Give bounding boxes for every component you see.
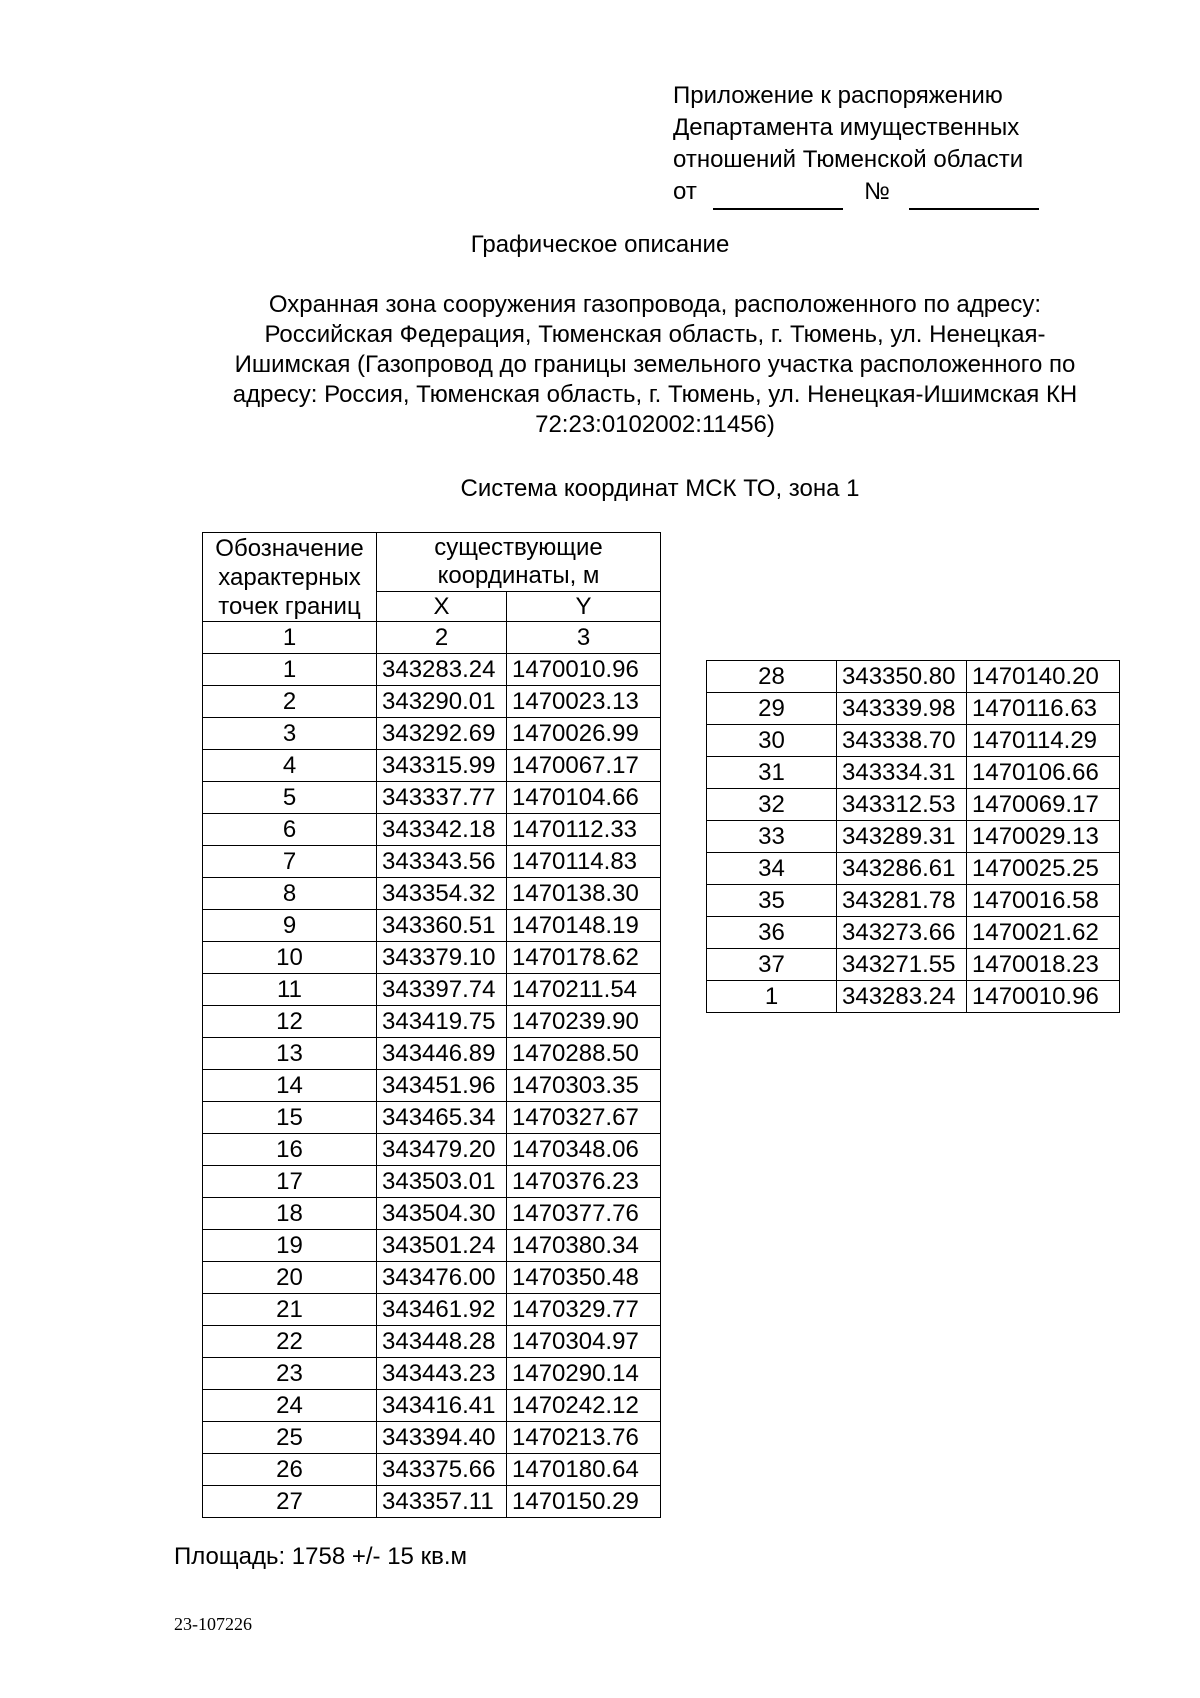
y-coordinate-cell: 1470140.20 xyxy=(967,661,1120,693)
point-number-cell: 5 xyxy=(203,782,377,814)
x-coordinate-cell: 343479.20 xyxy=(377,1134,507,1166)
date-blank-line xyxy=(713,176,843,210)
point-number-cell: 12 xyxy=(203,1006,377,1038)
x-coordinate-cell: 343451.96 xyxy=(377,1070,507,1102)
table-row xyxy=(203,782,661,814)
x-coordinate-cell: 343448.28 xyxy=(377,1326,507,1358)
document-number: 23-107226 xyxy=(174,1614,252,1634)
point-number-cell: 3 xyxy=(203,718,377,750)
point-number-cell: 8 xyxy=(203,878,377,910)
table-row xyxy=(203,1486,661,1518)
point-number-cell: 23 xyxy=(203,1358,377,1390)
x-coordinate-cell: 343283.24 xyxy=(377,654,507,686)
table-row xyxy=(707,725,1120,757)
table-row xyxy=(203,1390,661,1422)
y-coordinate-cell: 1470213.76 xyxy=(507,1422,661,1454)
point-number-cell: 37 xyxy=(707,949,837,981)
header-y: Y xyxy=(507,591,661,621)
point-number-cell: 16 xyxy=(203,1134,377,1166)
point-number-cell: 36 xyxy=(707,917,837,949)
appendix-line-1: Приложение к распоряжению xyxy=(673,82,1003,109)
point-number-cell: 2 xyxy=(203,686,377,718)
point-number-cell: 11 xyxy=(203,974,377,1006)
number-blank-line xyxy=(909,176,1039,210)
table-row xyxy=(203,718,661,750)
coordinates-table-left xyxy=(202,532,661,1518)
x-coordinate-cell: 343286.61 xyxy=(837,853,967,885)
point-number-cell: 28 xyxy=(707,661,837,693)
description-line-4: адресу: Россия, Тюменская область, г. Тюмень, ул. Ненецкая-Ишимская КН xyxy=(232,381,1078,408)
table-row xyxy=(203,878,661,910)
table-row xyxy=(203,1358,661,1390)
x-coordinate-cell: 343337.77 xyxy=(377,782,507,814)
y-coordinate-cell: 1470025.25 xyxy=(967,853,1120,885)
table-row xyxy=(707,661,1120,693)
table-row xyxy=(203,1070,661,1102)
point-number-cell: 15 xyxy=(203,1102,377,1134)
x-coordinate-cell: 343283.24 xyxy=(837,981,967,1013)
table-row xyxy=(203,910,661,942)
y-coordinate-cell: 1470026.99 xyxy=(507,718,661,750)
x-coordinate-cell: 343339.98 xyxy=(837,693,967,725)
table-row xyxy=(203,1038,661,1070)
x-coordinate-cell: 343290.01 xyxy=(377,686,507,718)
table-row xyxy=(203,942,661,974)
point-number-cell: 9 xyxy=(203,910,377,942)
table-row xyxy=(203,1006,661,1038)
y-coordinate-cell: 1470018.23 xyxy=(967,949,1120,981)
table-header-row xyxy=(203,533,661,592)
table-row xyxy=(203,1198,661,1230)
description-line-2: Российская Федерация, Тюменская область, г. Тюмень, ул. Ненецкая- xyxy=(264,321,1046,348)
y-coordinate-cell: 1470010.96 xyxy=(507,654,661,686)
table-row xyxy=(707,885,1120,917)
appendix-line-date xyxy=(673,176,1039,210)
column-number-row xyxy=(203,622,661,654)
y-coordinate-cell: 1470021.62 xyxy=(967,917,1120,949)
description-block xyxy=(175,290,1135,440)
x-coordinate-cell: 343503.01 xyxy=(377,1166,507,1198)
header-coordinates: существующие координаты, м xyxy=(377,533,661,592)
point-number-cell: 34 xyxy=(707,853,837,885)
y-coordinate-cell: 1470329.77 xyxy=(507,1294,661,1326)
x-coordinate-cell: 343379.10 xyxy=(377,942,507,974)
x-coordinate-cell: 343443.23 xyxy=(377,1358,507,1390)
y-coordinate-cell: 1470067.17 xyxy=(507,750,661,782)
y-coordinate-cell: 1470178.62 xyxy=(507,942,661,974)
appendix-from-label: от xyxy=(673,178,697,205)
x-coordinate-cell: 343312.53 xyxy=(837,789,967,821)
table-row xyxy=(203,814,661,846)
table-row xyxy=(707,853,1120,885)
description-line-5: 72:23:0102002:11456) xyxy=(535,411,775,438)
table-row xyxy=(203,846,661,878)
x-coordinate-cell: 343292.69 xyxy=(377,718,507,750)
point-number-cell: 35 xyxy=(707,885,837,917)
x-coordinate-cell: 343446.89 xyxy=(377,1038,507,1070)
x-coordinate-cell: 343338.70 xyxy=(837,725,967,757)
y-coordinate-cell: 1470138.30 xyxy=(507,878,661,910)
x-coordinate-cell: 343354.32 xyxy=(377,878,507,910)
table-row xyxy=(203,1454,661,1486)
coordinate-system-label: Система координат МСК ТО, зона 1 xyxy=(460,475,860,502)
y-coordinate-cell: 1470023.13 xyxy=(507,686,661,718)
y-coordinate-cell: 1470106.66 xyxy=(967,757,1120,789)
point-number-cell: 27 xyxy=(203,1486,377,1518)
point-number-cell: 21 xyxy=(203,1294,377,1326)
y-coordinate-cell: 1470069.17 xyxy=(967,789,1120,821)
table-row xyxy=(203,1166,661,1198)
table-row xyxy=(707,821,1120,853)
y-coordinate-cell: 1470304.97 xyxy=(507,1326,661,1358)
y-coordinate-cell: 1470350.48 xyxy=(507,1262,661,1294)
appendix-block xyxy=(673,80,1039,210)
x-coordinate-cell: 343476.00 xyxy=(377,1262,507,1294)
point-number-cell: 4 xyxy=(203,750,377,782)
y-coordinate-cell: 1470104.66 xyxy=(507,782,661,814)
table-row xyxy=(707,789,1120,821)
y-coordinate-cell: 1470327.67 xyxy=(507,1102,661,1134)
point-number-cell: 30 xyxy=(707,725,837,757)
x-coordinate-cell: 343350.80 xyxy=(837,661,967,693)
x-coordinate-cell: 343375.66 xyxy=(377,1454,507,1486)
x-coordinate-cell: 343360.51 xyxy=(377,910,507,942)
description-line-3: Ишимская (Газопровод до границы земельного участка расположенного по xyxy=(234,351,1076,378)
column-number-3: 3 xyxy=(507,622,661,654)
table-row xyxy=(203,1102,661,1134)
point-number-cell: 29 xyxy=(707,693,837,725)
table-row xyxy=(203,1230,661,1262)
x-coordinate-cell: 343461.92 xyxy=(377,1294,507,1326)
table-row xyxy=(203,1326,661,1358)
y-coordinate-cell: 1470348.06 xyxy=(507,1134,661,1166)
y-coordinate-cell: 1470242.12 xyxy=(507,1390,661,1422)
point-number-cell: 31 xyxy=(707,757,837,789)
point-number-cell: 26 xyxy=(203,1454,377,1486)
x-coordinate-cell: 343342.18 xyxy=(377,814,507,846)
appendix-line-2: Департамента имущественных xyxy=(673,114,1020,141)
point-number-cell: 19 xyxy=(203,1230,377,1262)
point-number-cell: 32 xyxy=(707,789,837,821)
table-row xyxy=(203,1422,661,1454)
x-coordinate-cell: 343315.99 xyxy=(377,750,507,782)
point-number-cell: 22 xyxy=(203,1326,377,1358)
point-number-cell: 17 xyxy=(203,1166,377,1198)
y-coordinate-cell: 1470114.29 xyxy=(967,725,1120,757)
point-number-cell: 20 xyxy=(203,1262,377,1294)
x-coordinate-cell: 343343.56 xyxy=(377,846,507,878)
x-coordinate-cell: 343271.55 xyxy=(837,949,967,981)
point-number-cell: 13 xyxy=(203,1038,377,1070)
y-coordinate-cell: 1470029.13 xyxy=(967,821,1120,853)
table-row xyxy=(707,693,1120,725)
y-coordinate-cell: 1470377.76 xyxy=(507,1198,661,1230)
y-coordinate-cell: 1470150.29 xyxy=(507,1486,661,1518)
x-coordinate-cell: 343501.24 xyxy=(377,1230,507,1262)
appendix-number-label: № xyxy=(864,178,890,205)
y-coordinate-cell: 1470148.19 xyxy=(507,910,661,942)
y-coordinate-cell: 1470290.14 xyxy=(507,1358,661,1390)
table-row xyxy=(707,949,1120,981)
point-number-cell: 7 xyxy=(203,846,377,878)
y-coordinate-cell: 1470116.63 xyxy=(967,693,1120,725)
description-line-1: Охранная зона сооружения газопровода, расположенного по адресу: xyxy=(268,291,1042,318)
x-coordinate-cell: 343394.40 xyxy=(377,1422,507,1454)
point-number-cell: 33 xyxy=(707,821,837,853)
y-coordinate-cell: 1470010.96 xyxy=(967,981,1120,1013)
y-coordinate-cell: 1470288.50 xyxy=(507,1038,661,1070)
header-point-designation: Обозначение характерных точек границ xyxy=(203,533,377,622)
y-coordinate-cell: 1470211.54 xyxy=(507,974,661,1006)
table-row xyxy=(707,981,1120,1013)
table-row xyxy=(203,1134,661,1166)
page-title: Графическое описание xyxy=(470,231,730,258)
point-number-cell: 1 xyxy=(203,654,377,686)
x-coordinate-cell: 343289.31 xyxy=(837,821,967,853)
point-number-cell: 14 xyxy=(203,1070,377,1102)
y-coordinate-cell: 1470376.23 xyxy=(507,1166,661,1198)
y-coordinate-cell: 1470112.33 xyxy=(507,814,661,846)
x-coordinate-cell: 343416.41 xyxy=(377,1390,507,1422)
point-number-cell: 1 xyxy=(707,981,837,1013)
point-number-cell: 6 xyxy=(203,814,377,846)
x-coordinate-cell: 343397.74 xyxy=(377,974,507,1006)
y-coordinate-cell: 1470114.83 xyxy=(507,846,661,878)
table-row xyxy=(707,917,1120,949)
column-number-1: 1 xyxy=(203,622,377,654)
x-coordinate-cell: 343504.30 xyxy=(377,1198,507,1230)
x-coordinate-cell: 343273.66 xyxy=(837,917,967,949)
y-coordinate-cell: 1470016.58 xyxy=(967,885,1120,917)
appendix-line-3: отношений Тюменской области xyxy=(673,146,1024,173)
coordinates-table-right xyxy=(706,660,1120,1013)
point-number-cell: 18 xyxy=(203,1198,377,1230)
point-number-cell: 25 xyxy=(203,1422,377,1454)
y-coordinate-cell: 1470239.90 xyxy=(507,1006,661,1038)
table-row xyxy=(707,757,1120,789)
x-coordinate-cell: 343281.78 xyxy=(837,885,967,917)
x-coordinate-cell: 343465.34 xyxy=(377,1102,507,1134)
y-coordinate-cell: 1470180.64 xyxy=(507,1454,661,1486)
table-row xyxy=(203,654,661,686)
header-x: X xyxy=(377,591,507,621)
x-coordinate-cell: 343419.75 xyxy=(377,1006,507,1038)
column-number-2: 2 xyxy=(377,622,507,654)
x-coordinate-cell: 343334.31 xyxy=(837,757,967,789)
area-label: Площадь: 1758 +/- 15 кв.м xyxy=(174,1543,467,1570)
point-number-cell: 24 xyxy=(203,1390,377,1422)
y-coordinate-cell: 1470303.35 xyxy=(507,1070,661,1102)
table-row xyxy=(203,1294,661,1326)
table-row xyxy=(203,1262,661,1294)
point-number-cell: 10 xyxy=(203,942,377,974)
table-row xyxy=(203,686,661,718)
table-row xyxy=(203,974,661,1006)
y-coordinate-cell: 1470380.34 xyxy=(507,1230,661,1262)
table-row xyxy=(203,750,661,782)
x-coordinate-cell: 343357.11 xyxy=(377,1486,507,1518)
